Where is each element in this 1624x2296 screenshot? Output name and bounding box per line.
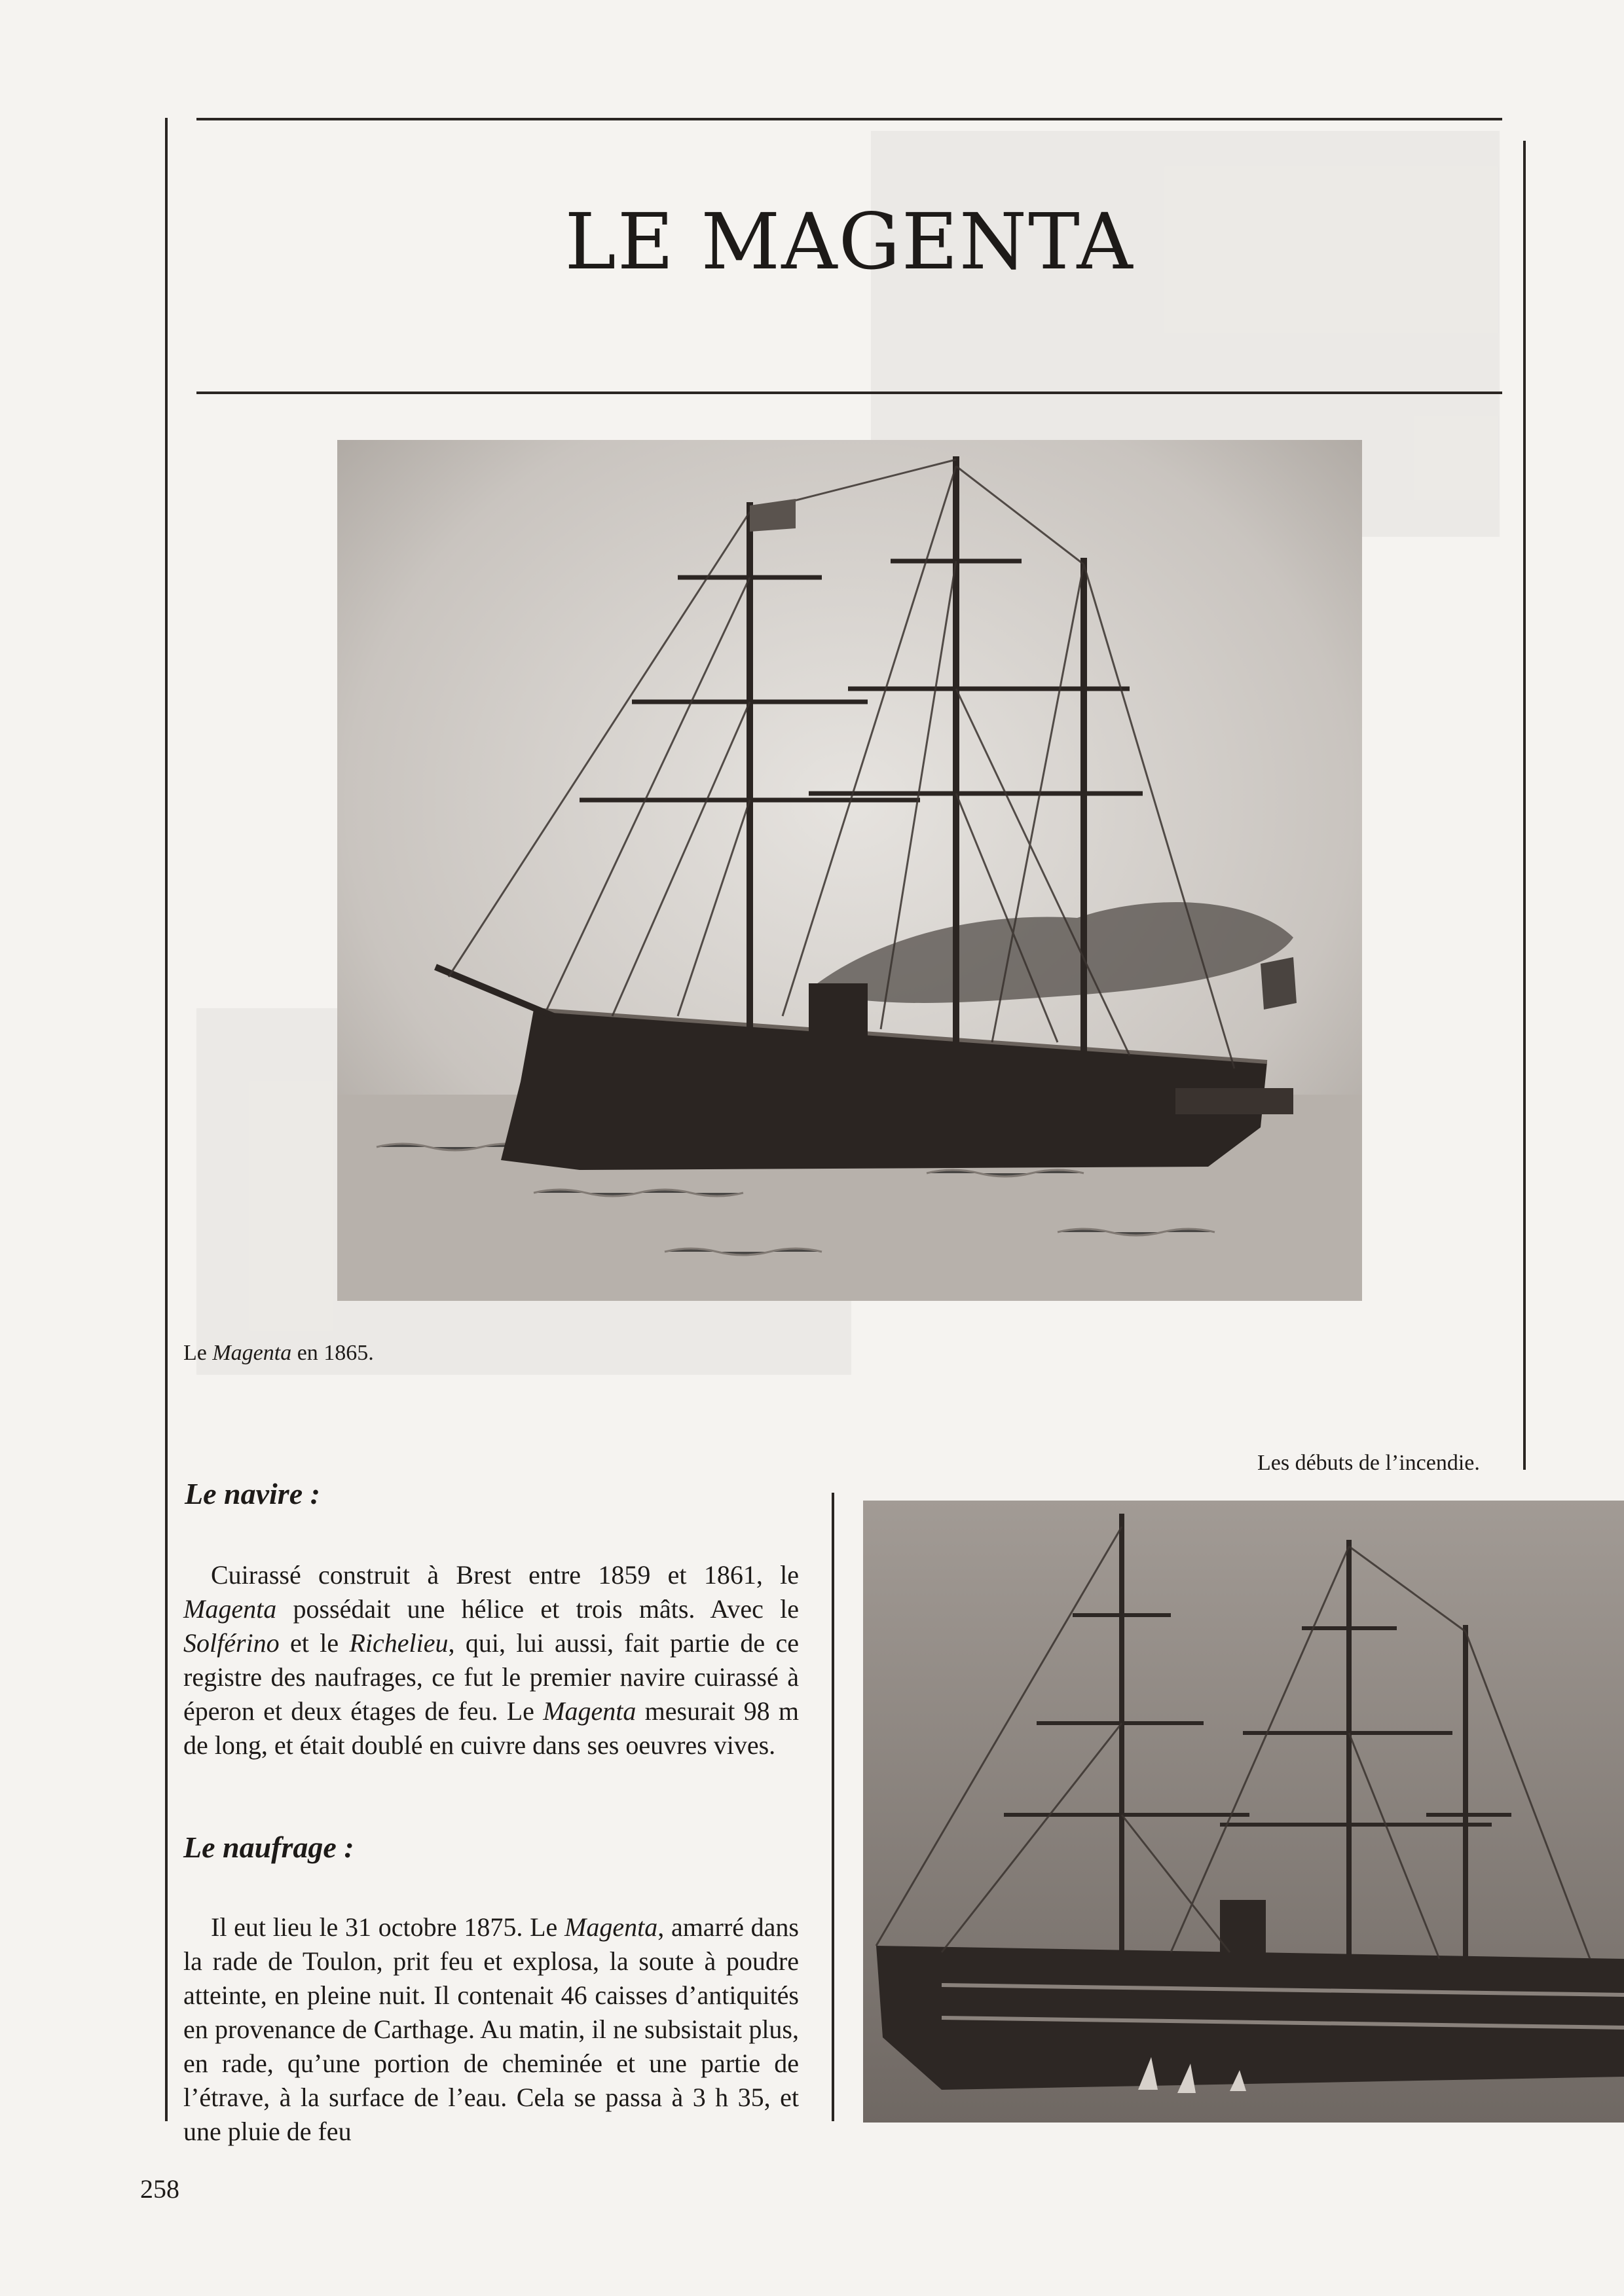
page-number: 258 bbox=[140, 2174, 179, 2204]
page-title: LE MAGENTA bbox=[564, 196, 1134, 287]
fire-start-illustration bbox=[863, 1501, 1624, 2123]
italic-run: Magenta bbox=[564, 1912, 658, 1942]
left-frame-line bbox=[165, 118, 168, 2121]
ship-1865-engraving bbox=[337, 440, 1362, 1301]
italic-run: Solférino bbox=[183, 1628, 280, 1658]
text-run: Il eut lieu le 31 octobre 1875. Le bbox=[211, 1912, 565, 1942]
right-frame-line bbox=[1523, 141, 1526, 1470]
column-divider bbox=[832, 1493, 834, 2121]
section-heading-naufrage: Le naufrage : bbox=[183, 1831, 354, 1864]
text-run: et le bbox=[279, 1628, 350, 1658]
italic-run: Magenta bbox=[183, 1594, 277, 1624]
section-heading-navire: Le navire : bbox=[185, 1477, 320, 1510]
figure-caption-1865: Le Magenta en 1865. bbox=[183, 1341, 374, 1365]
fire-start-drawing bbox=[863, 1501, 1624, 2123]
figure-caption-fire: Les débuts de l’incendie. bbox=[1257, 1451, 1480, 1475]
italic-run: Magenta bbox=[543, 1696, 637, 1726]
text-run: , amarré dans la rade de Toulon, prit feu et explosa, la soute à poudre atteinte, en pleine nuit. Il contenait 46 caisses d’antiquités en provenance de Carthage. Au matin, il ne subsistait plus, en rade, qu’une portion de cheminée et une partie de l’étrave, à la surface de l’eau. Cela se passa à 3 h 35, et une pluie de feu bbox=[183, 1912, 799, 2146]
text-run: , qui, lui aussi, fait partie de ce registre des naufrages, ce fut le premier navire cuirassé à éperon et deux étages de feu. Le bbox=[183, 1628, 799, 1726]
paragraph-navire bbox=[183, 1558, 799, 1762]
top-rule bbox=[196, 118, 1502, 120]
ship-1865-illustration bbox=[337, 440, 1362, 1301]
text-run: Cuirassé construit à Brest entre 1859 et 1861, le bbox=[211, 1560, 799, 1590]
text-run: possédait une hélice et trois mâts. Avec le bbox=[276, 1594, 799, 1624]
italic-run: Richelieu bbox=[349, 1628, 449, 1658]
paragraph-naufrage bbox=[183, 1910, 799, 2149]
title-rule bbox=[196, 392, 1502, 394]
text-run: mesurait 98 m de long, et était doublé en cuivre dans ses oeuvres vives. bbox=[183, 1696, 800, 1760]
